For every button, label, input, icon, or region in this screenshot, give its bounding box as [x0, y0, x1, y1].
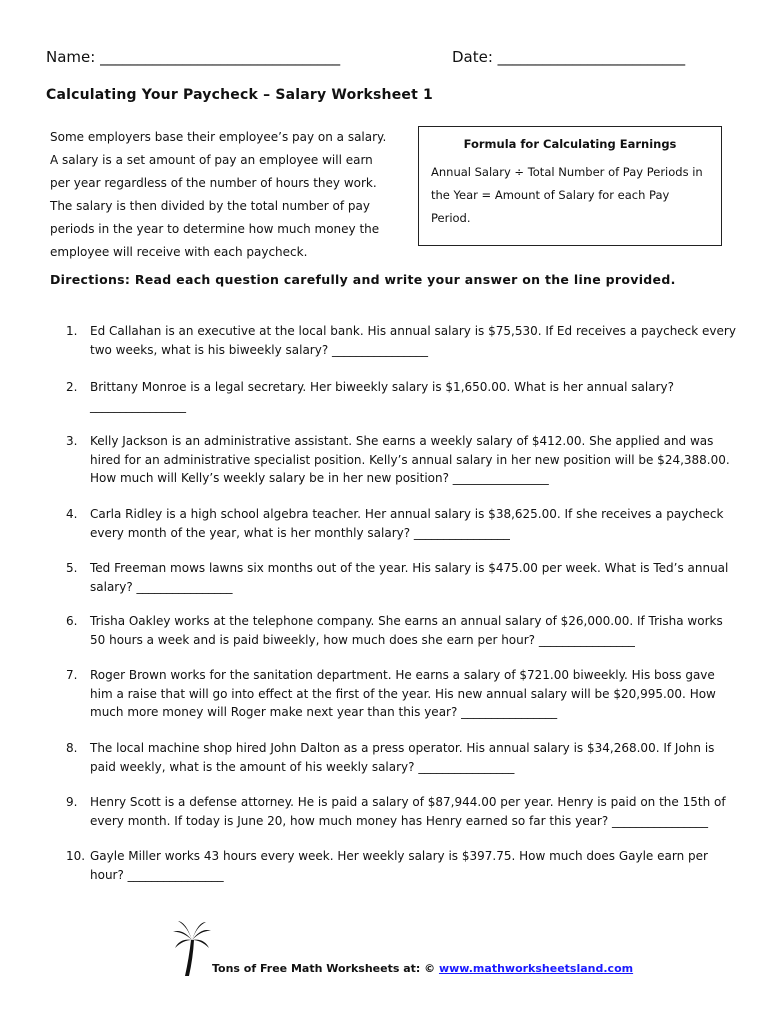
question-text: Carla Ridley is a high school algebra teacher. Her annual salary is $38,625.00. If she receives a paycheck every month of the year, what is her monthly salary? ________________ — [90, 507, 724, 540]
question-1 — [50, 322, 740, 359]
question-number: 8. — [66, 741, 78, 755]
question-9 — [50, 793, 740, 830]
question-4 — [50, 505, 740, 542]
question-text: Roger Brown works for the sanitation department. He earns a salary of $721.00 biweekly. His boss gave him a raise that will go into effect at the first of the year. His new annual salary will be $20,995.00. How much more money will Roger make next year than this year? ________________ — [90, 668, 716, 719]
question-number: 7. — [66, 668, 78, 682]
question-10 — [50, 847, 740, 884]
question-text: Brittany Monroe is a legal secretary. Her biweekly salary is $1,650.00. What is her annual salary? ________________ — [90, 380, 674, 413]
formula-text: Annual Salary ÷ Total Number of Pay Periods in the Year = Amount of Salary for each Pay Period. — [431, 165, 703, 225]
question-5 — [50, 559, 740, 596]
question-text: The local machine shop hired John Dalton as a press operator. His annual salary is $34,268.00. If John is paid weekly, what is the amount of his weekly salary? ________________ — [90, 741, 715, 774]
question-7 — [50, 666, 740, 722]
intro-paragraph: Some employers base their employee’s pay on a salary. A salary is a set amount of pay an employee will earn per year regardless of the number of hours they work. The salary is then divided by the total number of pay periods in the year to determine how much money the employee will receive with each paycheck. — [50, 130, 387, 259]
question-number: 6. — [66, 614, 78, 628]
question-number: 10. — [66, 849, 86, 863]
question-3 — [50, 432, 740, 488]
question-number: 4. — [66, 507, 78, 521]
question-8 — [50, 739, 740, 776]
name-field[interactable]: Name: ________________________________ — [46, 48, 341, 66]
footer-label: Tons of Free Math Worksheets at: © — [212, 962, 439, 975]
question-text: Trisha Oakley works at the telephone company. She earns an annual salary of $26,000.00. If Trisha works 50 hours a week and is paid biweekly, how much does she earn per hour? ________________ — [90, 614, 723, 647]
formula-box — [418, 126, 722, 246]
footer — [172, 918, 632, 978]
question-number: 3. — [66, 434, 78, 448]
question-number: 2. — [66, 380, 78, 394]
footer-text — [212, 962, 633, 975]
directions: Directions: Read each question carefully and write your answer on the line provided. — [50, 272, 676, 287]
formula-title: Formula for Calculating Earnings — [463, 137, 677, 151]
question-number: 1. — [66, 324, 78, 338]
header-row — [46, 48, 718, 70]
question-2 — [50, 378, 740, 415]
question-text: Ted Freeman mows lawns six months out of the year. His salary is $475.00 per week. What is Ted’s annual salary? ________________ — [90, 561, 729, 594]
question-text: Henry Scott is a defense attorney. He is paid a salary of $87,944.00 per year. Henry is paid on the 15th of every month. If today is June 20, how much money has Henry earned so far this year? ________________ — [90, 795, 726, 828]
website-link[interactable]: www.mathworksheetsland.com — [438, 962, 634, 975]
question-number: 9. — [66, 795, 78, 809]
question-text: Kelly Jackson is an administrative assistant. She earns a weekly salary of $412.00. She applied and was hired for an administrative specialist position. Kelly’s annual salary in her new position will be $24,388.00. How much will Kelly’s weekly salary be in her new position? ________________ — [90, 434, 730, 485]
question-number: 5. — [66, 561, 78, 575]
worksheet-title: Calculating Your Paycheck – Salary Worksheet 1 — [46, 87, 434, 103]
question-6 — [50, 612, 740, 649]
question-text: Ed Callahan is an executive at the local bank. His annual salary is $75,530. If Ed receives a paycheck every two weeks, what is his biweekly salary? ________________ — [90, 324, 736, 357]
palm-tree-icon — [172, 918, 212, 978]
date-field[interactable]: Date: _________________________ — [452, 48, 686, 66]
question-text: Gayle Miller works 43 hours every week. Her weekly salary is $397.75. How much does Gayle earn per hour? ________________ — [90, 849, 708, 882]
